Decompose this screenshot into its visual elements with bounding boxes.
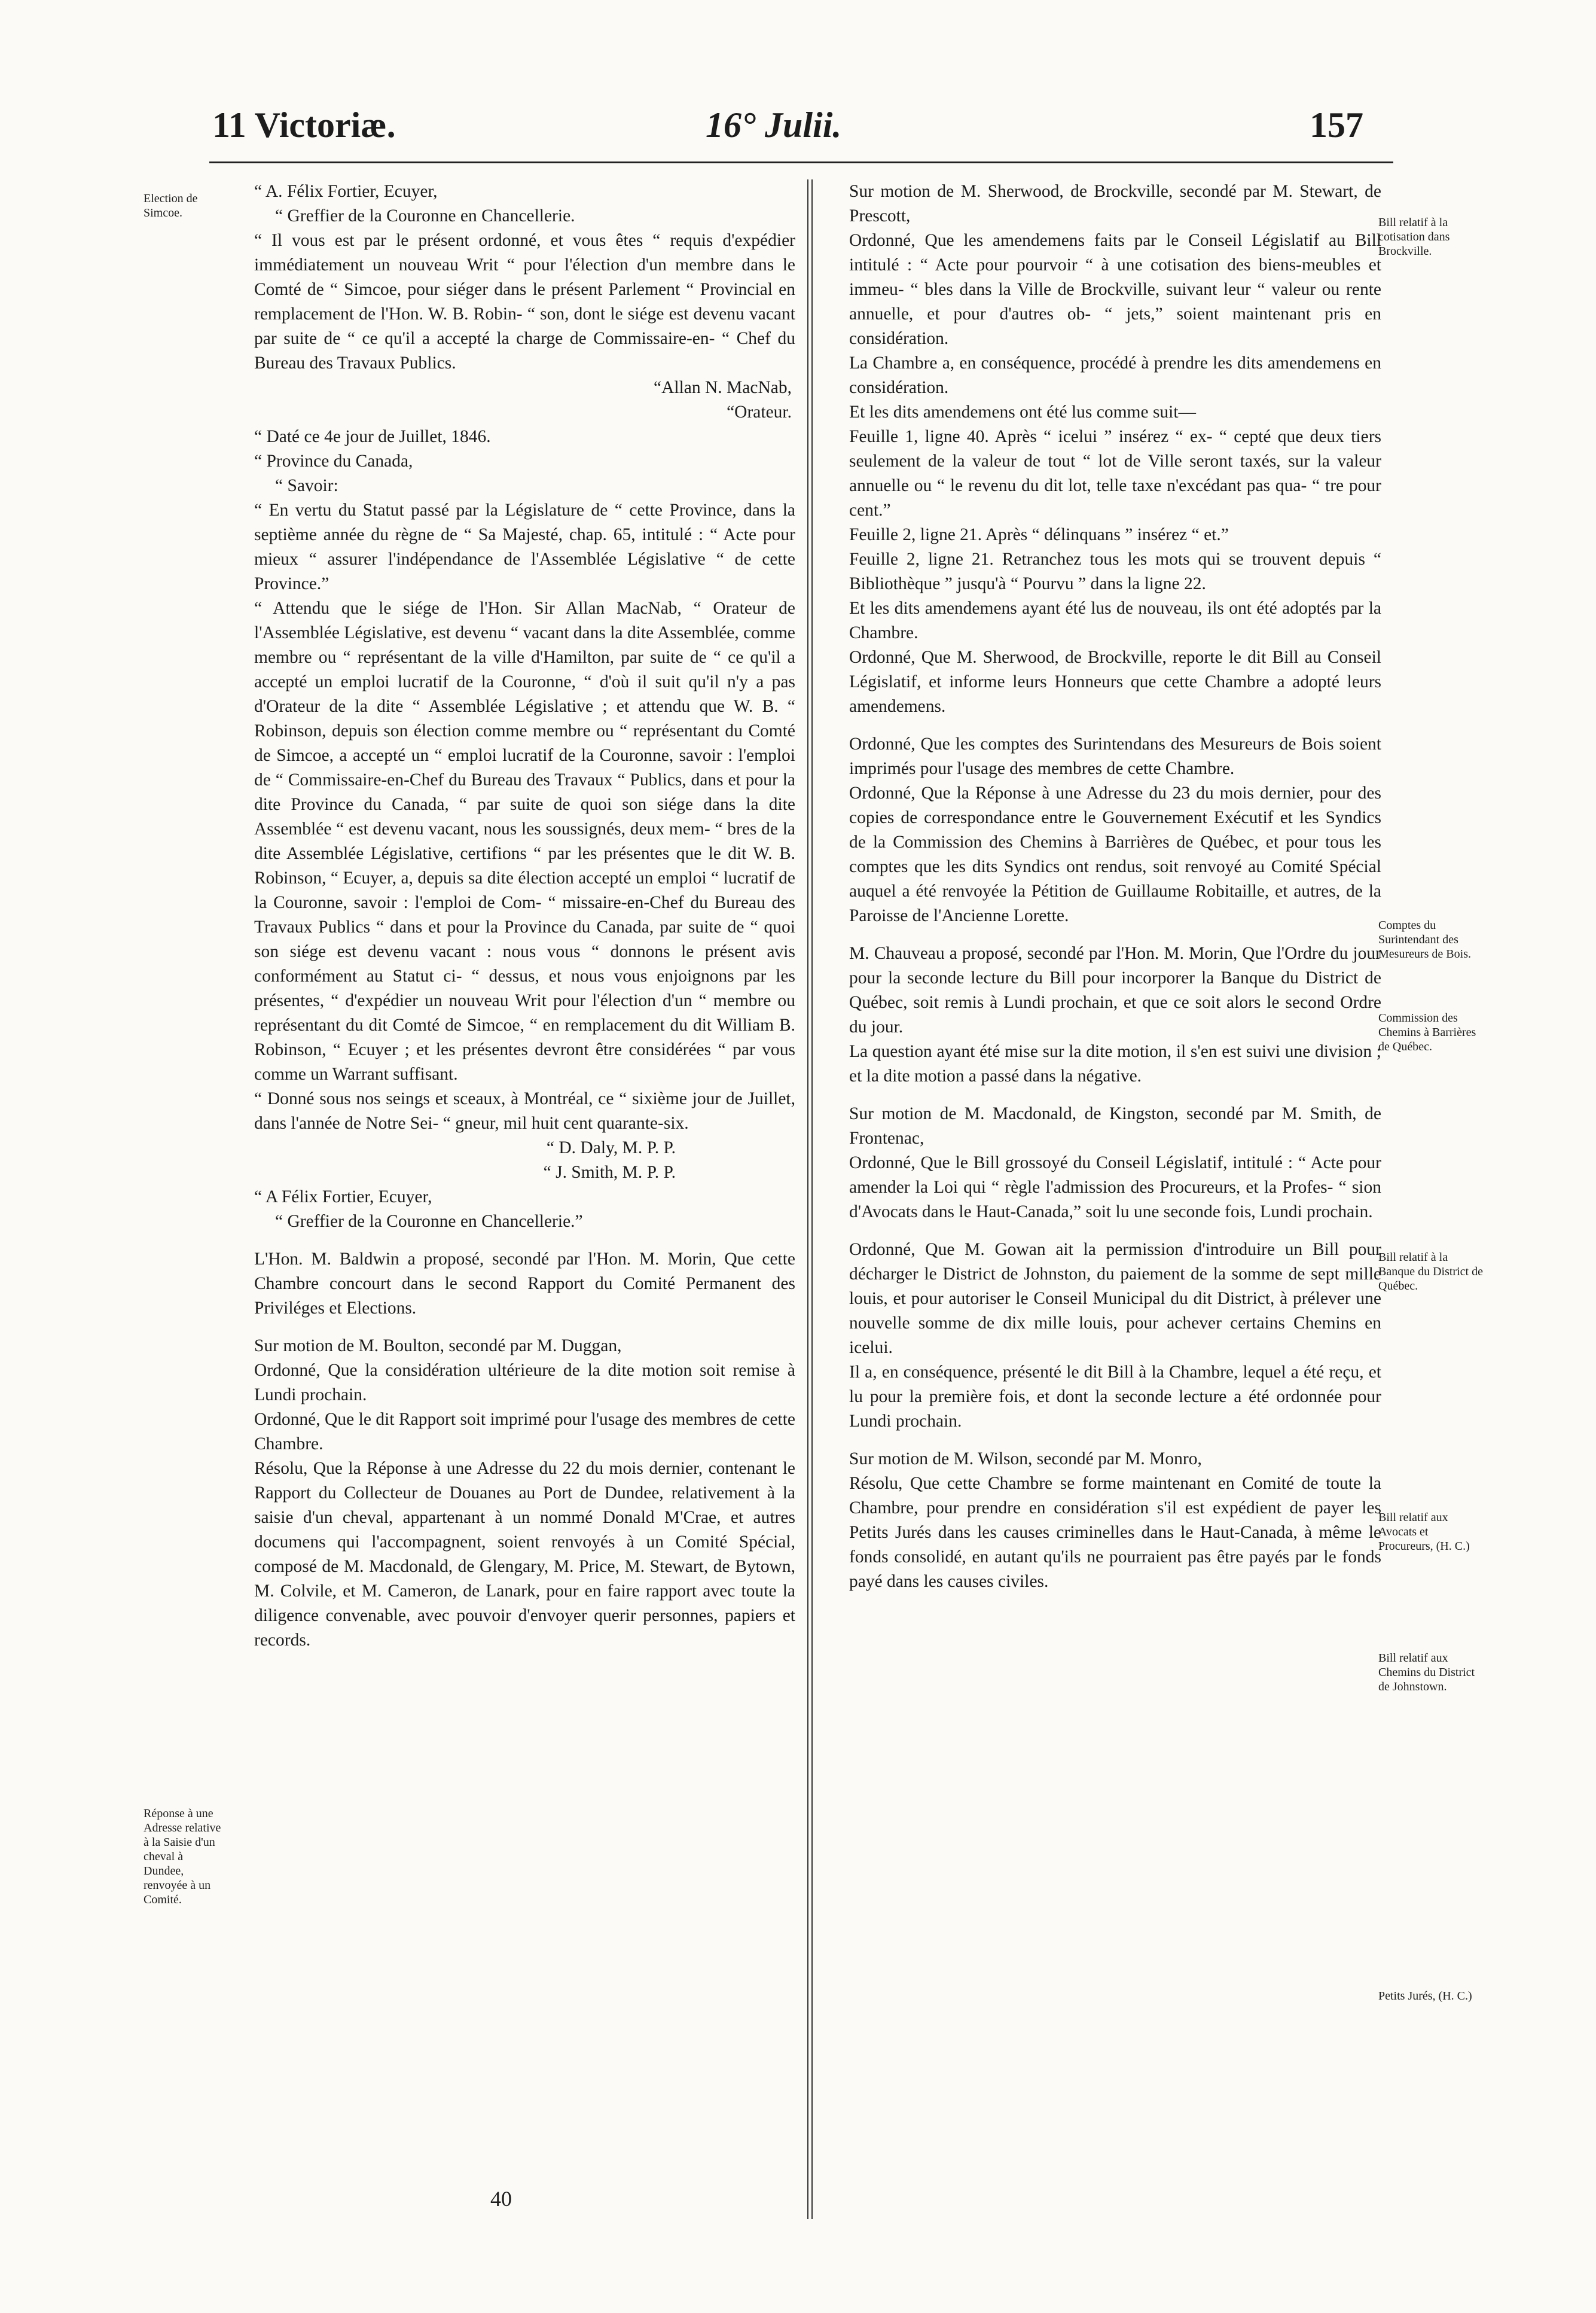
question-division: La question ayant été mise sur la dite motion, il s'en est suivi une division ; et la dite motion a passé dans la négative. bbox=[849, 1042, 1381, 1086]
margin-note-commission: Commission des Chemins à Barrières de Québec. bbox=[1378, 1011, 1476, 1053]
feuille-1-ligne-40: Feuille 1, ligne 40. Après “ icelui ” insérez “ ex- “ cepté que deux tiers seulement de la valeur de tout “ lot de Ville seront taxés, sur la valeur annuelle ou “ le revenu du dit lot, telle taxe n'excédant pas qua- “ tre pour cent.” bbox=[849, 427, 1381, 520]
wilson-motion: Sur motion de M. Wilson, secondé par M. Monro, bbox=[849, 1449, 1202, 1468]
margin-note-chemins: Bill relatif aux Chemins du District de Johnstown. bbox=[1378, 1651, 1475, 1693]
margin-note-banque: Bill relatif à la Banque du District de Québec. bbox=[1378, 1251, 1483, 1293]
margin-note-election: Election de Simcoe. bbox=[144, 192, 198, 220]
bill-presente: Il a, en conséquence, présenté le dit Bill à la Chambre, lequel a été reçu, et lu pour la première fois, et dont la seconde lecture a été ordonnée pour Lundi prochain. bbox=[849, 1363, 1381, 1431]
ordonne-sherwood-reporte: Ordonné, Que M. Sherwood, de Brockville, reporte le dit Bill au Conseil Législatif, et informe leurs Honneurs que cette Chambre a adopté leurs amendemens. bbox=[849, 648, 1381, 716]
province-line: “ Province du Canada, bbox=[254, 452, 413, 471]
margin-note-brockville: Bill relatif à la cotisation dans Brockville. bbox=[1378, 216, 1450, 258]
chambre-procede: La Chambre a, en conséquence, procédé à prendre les dits amendemens en considération. bbox=[849, 353, 1381, 397]
amendemens-adoptes: Et les dits amendemens ayant été lus de nouveau, ils ont été adoptés par la Chambre. bbox=[849, 599, 1381, 642]
margin-note-jures: Petits Jurés, (H. C.) bbox=[1378, 1989, 1472, 2003]
page-number: 157 bbox=[1310, 105, 1363, 145]
ordonne-remise: Ordonné, Que la considération ultérieure de la dite motion soit remise à Lundi prochain. bbox=[254, 1361, 795, 1404]
macdonald-motion: Sur motion de M. Macdonald, de Kingston, secondé par M. Smith, de Frontenac, bbox=[849, 1104, 1381, 1148]
running-head-left: 11 Victoriæ. bbox=[212, 105, 396, 145]
ordonne-imprime: Ordonné, Que le dit Rapport soit imprimé pour l'usage des membres de cette Chambre. bbox=[254, 1410, 795, 1453]
addressee-repeat: “ A Félix Fortier, Ecuyer, bbox=[254, 1187, 432, 1206]
donne-paragraph: “ Donné sous nos seings et sceaux, à Montréal, ce “ sixième jour de Juillet, dans l'année de Notre Sei- “ gneur, mil huit cent quarante-six. bbox=[254, 1089, 795, 1133]
margin-note-comptes: Comptes du Surintendant des Mesureurs de Bois. bbox=[1378, 919, 1471, 961]
amendemens-lus: Et les dits amendemens ont été lus comme suit— bbox=[849, 403, 1197, 422]
writ-addressee-title: “ Greffier de la Couronne en Chancellerie. bbox=[275, 206, 575, 225]
writ-addressee: “ A. Félix Fortier, Ecuyer, bbox=[254, 182, 438, 201]
column-divider bbox=[807, 179, 808, 2219]
signature-mark: 40 bbox=[490, 2187, 512, 2211]
resolu-dundee: Résolu, Que la Réponse à une Adresse du 22 du mois dernier, contenant le Rapport du Collecteur de Douanes au Port de Dundee, relativement à la saisie d'un cheval, appartenant à un nommé Donald M'Crae, et autres documens qui l'accompagnent, soient renvoyés à un Comité Spécial, composé de M. Macdonald, de Glengary, M. Price, M. Stewart, de Bytown, M. Colvile, et M. Cameron, de Lanark, pour en faire rapport avec toute la diligence convenable, avec pouvoir d'envoyer querir personnes, papiers et records. bbox=[254, 1459, 795, 1650]
baldwin-motion: L'Hon. M. Baldwin a proposé, secondé par l'Hon. M. Morin, Que cette Chambre concourt dans le second Rapport du Comité Permanent des Priviléges et Elections. bbox=[254, 1250, 795, 1318]
writ-signature-title: “Orateur. bbox=[727, 403, 792, 422]
feuille-2-ligne-21-a: Feuille 2, ligne 21. Après “ délinquans ” insérez “ et.” bbox=[849, 525, 1229, 544]
signatory-daly: “ D. Daly, M. P. P. bbox=[546, 1138, 676, 1157]
signatory-smith: “ J. Smith, M. P. P. bbox=[543, 1163, 676, 1182]
ordonne-reponse-quebec: Ordonné, Que la Réponse à une Adresse du 23 du mois dernier, pour des copies de correspondance entre le Gouvernement Exécutif et les Syndics de la Commission des Chemins à Barrières de Québec, et pour tous les comptes que les dits Syndics ont rendus, soit renvoyé au Comité Spécial auquel a été renvoyée la Pétition de Guillaume Robitaille, et autres, de la Paroisse de l'Ancienne Lorette. bbox=[849, 784, 1381, 925]
writ-date: “ Daté ce 4e jour de Juillet, 1846. bbox=[254, 427, 491, 446]
ordonne-amendemens: Ordonné, Que les amendemens faits par le Conseil Législatif au Bill intitulé : “ Acte pour pourvoir “ à une cotisation des biens-meubles et immeu- “ bles dans la Ville de Brockville, suivant leur “ valeur ou rente annuelle, et pour d'autres ob- “ jets,” soient maintenant pris en considération. bbox=[849, 231, 1381, 348]
margin-note-avocats: Bill relatif aux Avocats et Procureurs, (H. C.) bbox=[1378, 1511, 1470, 1553]
ordonne-comptes: Ordonné, Que les comptes des Surintendans des Mesureurs de Bois soient imprimés pour l'usage des membres de cette Chambre. bbox=[849, 735, 1381, 778]
resolu-comite: Résolu, Que cette Chambre se forme maintenant en Comité de toute la Chambre, pour prendre en considération s'il est expédient de payer les Petits Jurés dans les causes criminelles dans le Haut-Canada, à même le fonds consolidé, en autant qu'ils ne pourraient pas être payés par le fonds payé dans les causes civiles. bbox=[849, 1474, 1381, 1591]
column-divider bbox=[811, 179, 813, 2219]
sherwood-motion: Sur motion de M. Sherwood, de Brockville, secondé par M. Stewart, de Prescott, bbox=[849, 182, 1381, 225]
ordonne-gowan: Ordonné, Que M. Gowan ait la permission d'introduire un Bill pour décharger le District de Johnston, du paiement de la somme de sept mille louis, et pour autoriser le Conseil Municipal du dit District, à prélever une nouvelle somme de dix mille louis, pour achever certains Chemins en icelui. bbox=[849, 1240, 1381, 1357]
writ-signature-name: “Allan N. MacNab, bbox=[653, 378, 792, 397]
addressee-repeat-title: “ Greffier de la Couronne en Chancellerie.” bbox=[275, 1212, 583, 1231]
writ-order-paragraph: “ Il vous est par le présent ordonné, et vous êtes “ requis d'expédier immédiatement un nouveau Writ “ pour l'élection d'un membre dans le Comté de “ Simcoe, pour siéger dans le présent Parlement “ Provincial en remplacement de l'Hon. W. B. Robin- “ son, dont le siége est devenu vacant par suite de “ ce qu'il a accepté la charge de Commissaire-en- “ Chef du Bureau des Travaux Publics. bbox=[254, 231, 795, 373]
attendu-paragraph: “ Attendu que le siége de l'Hon. Sir Allan MacNab, “ Orateur de l'Assemblée Législative, est devenu “ vacant dans la dite Assemblée, comme membre ou “ représentant de la ville d'Hamilton, par suite de “ ce qu'il a accepté un emploi lucratif de la Couronne, “ d'où il suit qu'il n'y a pas d'Orateur de la dite “ Assemblée Législative ; et attendu que W. B. “ Robinson, depuis son élection comme membre ou “ représentant du Comté de Simcoe, a accepté un “ emploi lucratif de la Couronne, savoir : l'emploi de “ Commissaire-en-Chef du Bureau des Travaux “ Publics, dans et pour la dite Province du Canada, “ par suite de quoi son siége dans la dite Assemblée “ est devenu vacant, nous les soussignés, deux mem- “ bres de la dite Assemblée Législative, certifions “ par les présentes que le dit W. B. Robinson, “ Ecuyer, a, depuis sa dite élection accepté un emploi “ lucratif de la Couronne, savoir : l'emploi de Com- “ missaire-en-Chef du Bureau des Travaux Publics “ dans et pour la Province du Canada, par suite de “ quoi son siége est devenu vacant : nous vous “ donnons le présent avis conformément au Statut ci- “ dessus, et nous vous enjoignons par les présentes, “ d'expédier un nouveau Writ pour l'élection d'un “ membre ou représentant du dit Comté de Simcoe, “ en remplacement du dit William B. Robinson, “ Ecuyer ; et les présentes devront être considérées “ par vous comme un Warrant suffisant. bbox=[254, 599, 795, 1084]
boulton-motion: Sur motion de M. Boulton, secondé par M. Duggan, bbox=[254, 1336, 622, 1355]
statute-paragraph: “ En vertu du Statut passé par la Législature de “ cette Province, dans la septième année du règne de “ Sa Majesté, chap. 65, intitulé : “ Acte pour mieux “ assurer l'indépendance de l'Assemblée Législative “ de cette Province.” bbox=[254, 501, 795, 593]
savoir-line: “ Savoir: bbox=[275, 476, 338, 495]
running-head-date: 16° Julii. bbox=[706, 105, 842, 145]
left-column bbox=[230, 179, 795, 1653]
feuille-2-ligne-21-b: Feuille 2, ligne 21. Retranchez tous les mots qui se trouvent depuis “ Bibliothèque ” jusqu'à “ Pourvu ” dans la ligne 22. bbox=[849, 550, 1381, 593]
header-rule bbox=[209, 161, 1393, 163]
right-column bbox=[825, 179, 1381, 1594]
ordonne-bill-avocats: Ordonné, Que le Bill grossoyé du Conseil Législatif, intitulé : “ Acte pour amender la Loi qui “ règle l'admission des Procureurs, et la Profes- “ sion d'Avocats dans le Haut-Canada,” soit lu une seconde fois, Lundi prochain. bbox=[849, 1153, 1381, 1221]
margin-note-reponse: Réponse à une Adresse relative à la Saisie d'un cheval à Dundee, renvoyée à un Comité. bbox=[144, 1807, 221, 1906]
chauveau-motion: M. Chauveau a proposé, secondé par l'Hon. M. Morin, Que l'Ordre du jour pour la seconde lecture du Bill pour incorporer la Banque du District de Québec, soit remis à Lundi prochain, et que ce soit alors le second Ordre du jour. bbox=[849, 944, 1381, 1037]
